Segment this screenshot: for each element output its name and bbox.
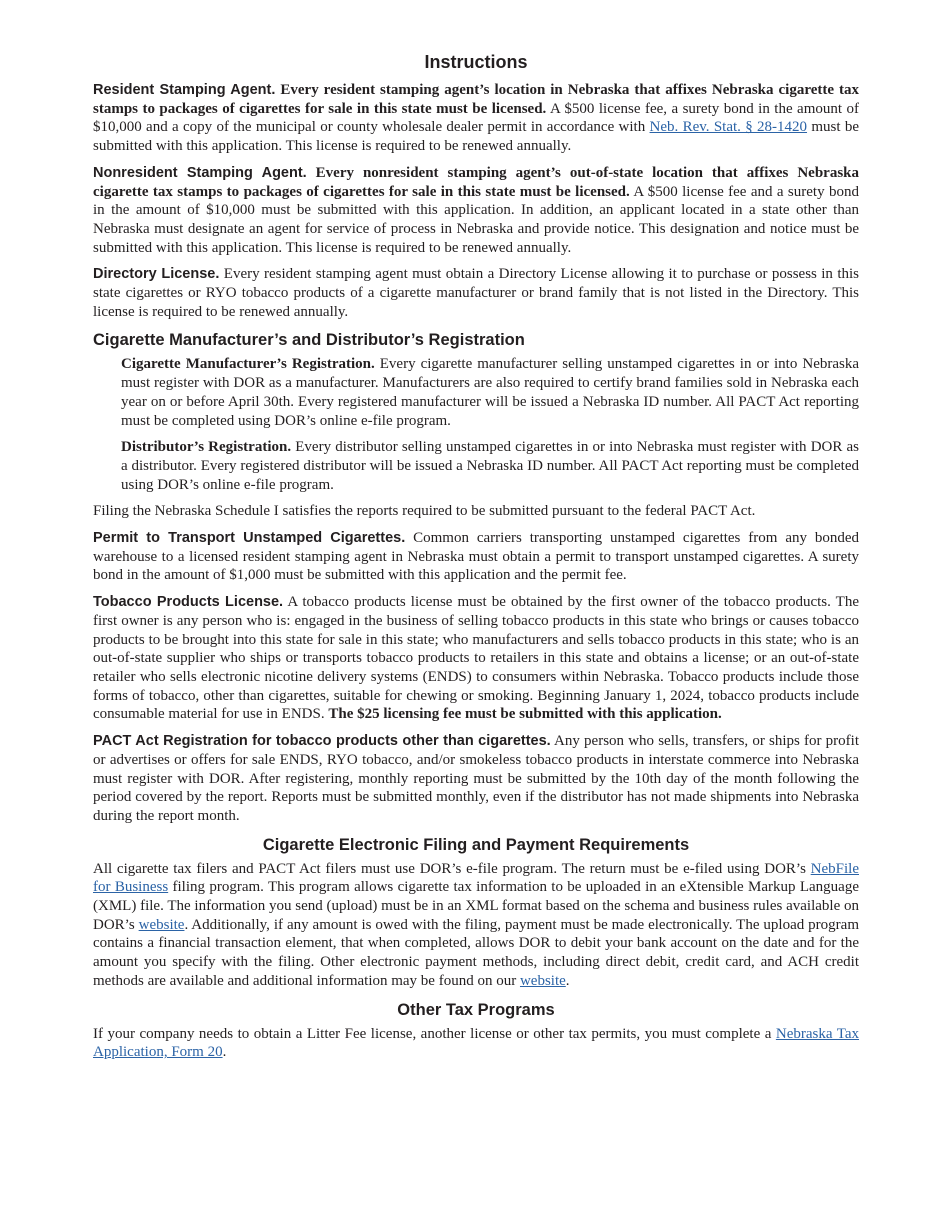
section-text: Any person who sells, transfers, or ships for profit or advertises or offers for sale ENDS, RYO tobacco, and/or smokeless tobacco products in interstate commerce into Nebraska must register with DOR. After registering, monthly reporting must be submitted by the 10th day of the month following the period covered by the report. Reports must be submitted monthly, even if the distributor has not made shipments into Nebraska during the report month. <box>93 733 859 824</box>
resident-stamping-agent-section <box>93 81 859 156</box>
section-bold-text: Every nonresident stamping agent’s out-of-state location that affixes Nebraska cigarette tax stamps to packages of cigarettes for sale in this state must be licensed. <box>93 164 860 200</box>
section-text: must be submitted with this application. This license is required to be renewed annually. <box>93 119 859 155</box>
section-bold-text: Every resident stamping agent’s location in Nebraska that affixes Nebraska cigarette tax stamps to packages of cigarettes for sale in this state must be licensed. <box>93 82 860 117</box>
section-text: Every distributor selling unstamped cigarettes in or into Nebraska must register with DOR as a distributor. Every registered distributor will be issued a Nebraska ID number. All PACT Act reporting must be completed using DOR’s online e-file program. <box>121 439 860 493</box>
section-lead: Resident Stamping Agent. <box>93 82 276 98</box>
directory-license-section <box>93 265 859 321</box>
nonresident-stamping-agent-section <box>93 164 859 258</box>
permit-transport-section <box>93 529 859 585</box>
website-link[interactable]: website <box>519 972 566 989</box>
section-text: . Additionally, if any amount is owed with the filing, payment must be made electronically. The upload program contains a financial transaction element, that when completed, allows DOR to debit your bank account on the date and for the amount you specify with the filing. Other electronic payment methods, including direct debit, credit card, and ACH credit methods are available and additional information may be found on our <box>93 916 860 989</box>
other-programs-section <box>93 1025 859 1062</box>
page-title: Instructions <box>424 52 528 72</box>
manufacturer-registration-section <box>121 355 859 430</box>
form-20-link[interactable]: Nebraska Tax Application, Form 20 <box>93 1025 860 1061</box>
section-lead: Directory License. <box>93 266 220 283</box>
section-text: Every resident stamping agent must obtain a Directory License allowing it to purchase or possess in this state cigarettes or RYO tobacco products of a cigarette manufacturer or brand family that is not listed in the Directory. This license is required to be renewed annually. <box>93 266 860 320</box>
registration-heading: Cigarette Manufacturer’s and Distributor’s Registration <box>93 331 525 350</box>
section-text: If your company needs to obtain a Litter Fee license, another license or other tax permits, you must complete a <box>93 1025 772 1042</box>
website-link[interactable]: website <box>138 916 185 933</box>
efile-heading: Cigarette Electronic Filing and Payment Requirements <box>262 835 690 854</box>
section-text: A tobacco products license must be obtained by the first owner of the tobacco products. The first owner is any person who is: engaged in the business of selling tobacco products in this state who brings or causes tobacco products to be brought into this state for sale in this state; who manufacturers and sells tobacco products in this state; who is an out-of-state supplier who ships or transports tobacco products to retailers in this state and obtains a license; or an out-of-state retailer who sells electronic nicotine delivery systems (ENDS) to consumers within Nebraska. Tobacco products include those forms of tobacco, other than cigarettes, suitable for chewing or smoking. Beginning January 1, 2024, tobacco products include consumable material for use in ENDS. <box>93 594 859 723</box>
instructions-page <box>93 50 859 1070</box>
section-text: A $500 license fee, a surety bond in the amount of $10,000 and a copy of the municipal or county wholesale dealer permit in accordance with <box>93 100 859 136</box>
section-lead: Cigarette Manufacturer’s Registration. <box>121 356 375 373</box>
section-lead: Nonresident Stamping Agent. <box>93 164 307 181</box>
section-lead: Permit to Transport Unstamped Cigarettes. <box>93 530 406 547</box>
section-text: . <box>565 972 570 989</box>
section-text: . <box>222 1044 227 1061</box>
section-lead: Distributor’s Registration. <box>121 439 292 456</box>
other-programs-heading: Other Tax Programs <box>397 1000 555 1019</box>
section-text: All cigarette tax filers and PACT Act filers must use DOR’s e-file program. The return must be e-filed using DOR’s <box>93 860 806 877</box>
section-text: Common carriers transporting unstamped cigarettes from any bonded warehouse to a licensed resident stamping agent in Nebraska must obtain a permit to transport unstamped cigarettes. A surety bond in the amount of $1,000 must be submitted with this application and the permit fee. <box>93 530 860 584</box>
schedule-note: Filing the Nebraska Schedule I satisfies the reports required to be submitted pursuant to the federal PACT Act. <box>93 503 756 520</box>
pact-act-registration-section <box>93 732 859 826</box>
tobacco-products-license-section <box>93 593 859 724</box>
section-text: Every cigarette manufacturer selling unstamped cigarettes in or into Nebraska must register with DOR as a manufacturer. Manufacturers are also required to certify brand families sold in Nebraska each year on or before April 30th. Every registered manufacturer will be issued a Nebraska ID number. All PACT Act reporting must be completed using DOR’s online e-file program. <box>121 356 859 429</box>
section-text: A $500 license fee and a surety bond in the amount of $10,000 must be submitted with this application. In addition, an applicant located in a state other than Nebraska must designate an agent for service of process in Nebraska and provide notice. This designation and notice must be submitted with this application. This license is required to be renewed annually. <box>93 183 859 256</box>
section-lead: Tobacco Products License. <box>93 594 284 611</box>
nebfile-link[interactable]: NebFile for Business <box>93 860 859 896</box>
statute-link[interactable]: Neb. Rev. Stat. § 28-1420 <box>649 119 808 136</box>
efile-section <box>93 860 859 991</box>
section-bold-text: The $25 licensing fee must be submitted with this application. <box>328 706 722 723</box>
section-text: filing program. This program allows cigarette tax information to be uploaded in an eXtensible Markup Language (XML) file. The information you send (upload) must be in an XML format based on the schema and business rules available on DOR’s <box>93 879 859 933</box>
section-lead: PACT Act Registration for tobacco products other than cigarettes. <box>93 733 551 750</box>
distributor-registration-section <box>121 438 859 494</box>
